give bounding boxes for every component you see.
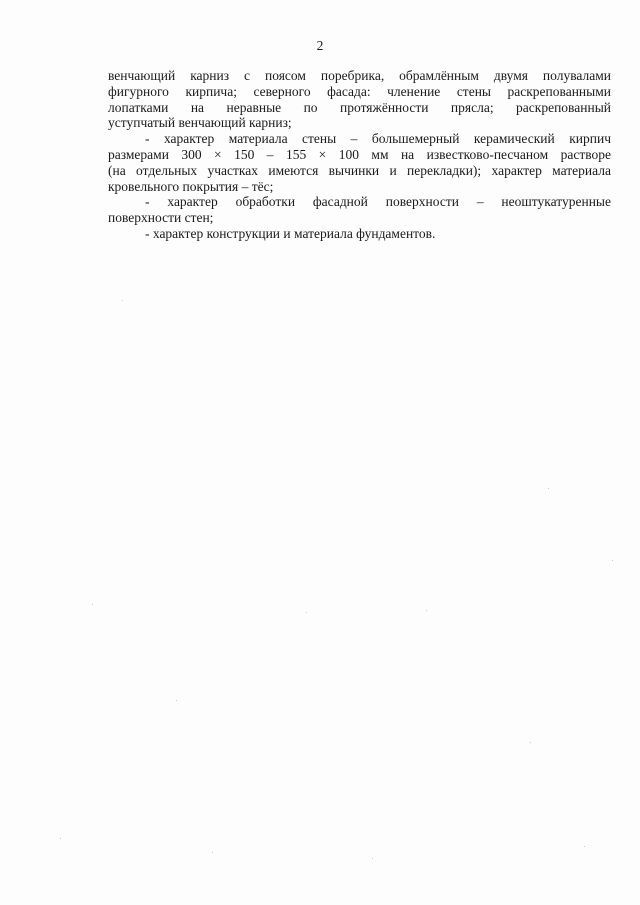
scan-speck [306,612,307,613]
scan-speck [92,604,93,605]
scan-speck [176,700,177,701]
text-line: - характер материала стены – большемерный керамический кирпич [145,131,611,147]
text-line: поверхности стен; [108,210,214,226]
text-line: (на отдельных участках имеются вычинки и перекладки); характер материала [108,162,611,178]
text-line: - характер обработки фасадной поверхности – неоштукатуренные [145,194,611,210]
scan-speck [60,838,61,839]
scan-speck [584,846,585,847]
scan-speck [530,742,531,743]
text-line: - характер конструкции и материала фундаментов. [145,225,436,241]
scan-speck [122,300,123,301]
text-line: кровельного покрытия – тёс; [108,178,274,194]
text-line: размерами 300 × 150 – 155 × 100 мм на известково-песчаном растворе [108,146,611,162]
page-number: 2 [316,38,324,53]
body-text [108,68,611,242]
scan-speck [372,858,373,859]
scan-speck [612,560,613,561]
text-line: уступчатый венчающий карниз; [108,115,292,131]
text-line: фигурного кирпича; северного фасада: членение стены раскрепованными [108,83,611,99]
scan-speck [426,610,427,611]
scan-speck [548,488,549,489]
scan-speck [212,852,213,853]
text-line: лопатками на неравные по протяжённости прясла; раскрепованный [108,99,611,115]
text-line: венчающий карниз с поясом поребрика, обрамлённым двумя полувалами [108,68,611,83]
